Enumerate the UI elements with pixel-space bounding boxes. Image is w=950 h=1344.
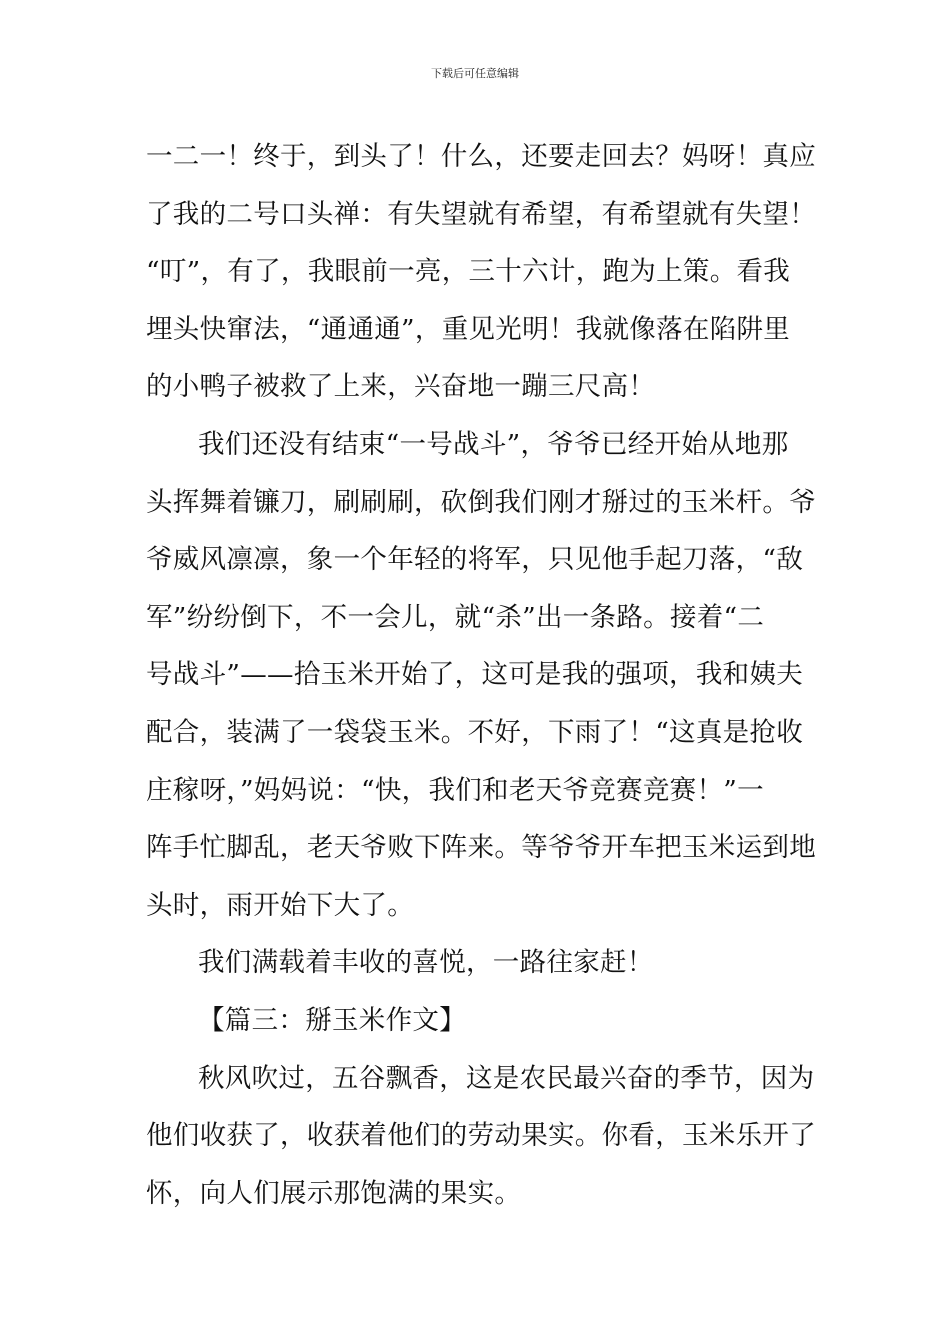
paragraph-line: 怀，向人们展示那饱满的果实。 (146, 1177, 522, 1209)
paragraph-line: 军”纷纷倒下，不一会儿，就“杀”出一条路。接着“二 (146, 601, 765, 633)
section-heading-block (146, 992, 808, 1050)
paragraph-line: 配合，装满了一袋袋玉米。不好，下雨了！“这真是抢收 (146, 716, 804, 748)
paragraph-line: 庄稼呀，”妈妈说：“快，我们和老天爷竞赛竞赛！”一 (146, 774, 764, 806)
paragraph-line: 埋头快窜法，“通通通”，重见光明！我就像落在陷阱里 (146, 313, 791, 345)
paragraph-line: 他们收获了，收获着他们的劳动果实。你看，玉米乐开了 (146, 1120, 816, 1152)
paragraph-line: 阵手忙脚乱，老天爷败下阵来。等爷爷开车把玉米运到地 (146, 832, 816, 864)
page-header: 下载后可任意编辑 (431, 67, 519, 80)
paragraph-4 (146, 1050, 816, 1223)
paragraph-3 (146, 934, 808, 992)
paragraph-line: 头时，雨开始下大了。 (146, 889, 414, 921)
paragraph-line: “叮”，有了，我眼前一亮，三十六计，跑为上策。看我 (146, 256, 791, 288)
paragraph-1 (146, 128, 816, 416)
paragraph-2 (146, 416, 816, 934)
paragraph-line: 号战斗”——拾玉米开始了，这可是我的强项，我和姨夫 (146, 659, 804, 691)
paragraph-line: 爷威风凛凛，象一个年轻的将军，只见他手起刀落，“敌 (146, 544, 804, 576)
paragraph-line: 我们还没有结束“一号战斗”，爷爷已经开始从地那 (198, 428, 789, 460)
paragraph-line: 一二一！终于，到头了！什么，还要走回去？妈呀！真应 (146, 141, 816, 172)
paragraph-line: 的小鸭子被救了上来，兴奋地一蹦三尺高！ (146, 371, 656, 403)
section-heading: 【篇三：掰玉米作文】 (198, 1004, 466, 1036)
paragraph-line: 秋风吹过，五谷飘香，这是农民最兴奋的季节，因为 (198, 1062, 815, 1094)
paragraph-line: 头挥舞着镰刀，刷刷刷，砍倒我们刚才掰过的玉米杆。爷 (146, 486, 816, 518)
document-body (146, 128, 816, 1222)
paragraph-line: 了我的二号口头禅：有失望就有希望，有希望就有失望！ (146, 198, 816, 230)
paragraph-line: 我们满载着丰收的喜悦，一路往家赶！ (198, 947, 654, 979)
